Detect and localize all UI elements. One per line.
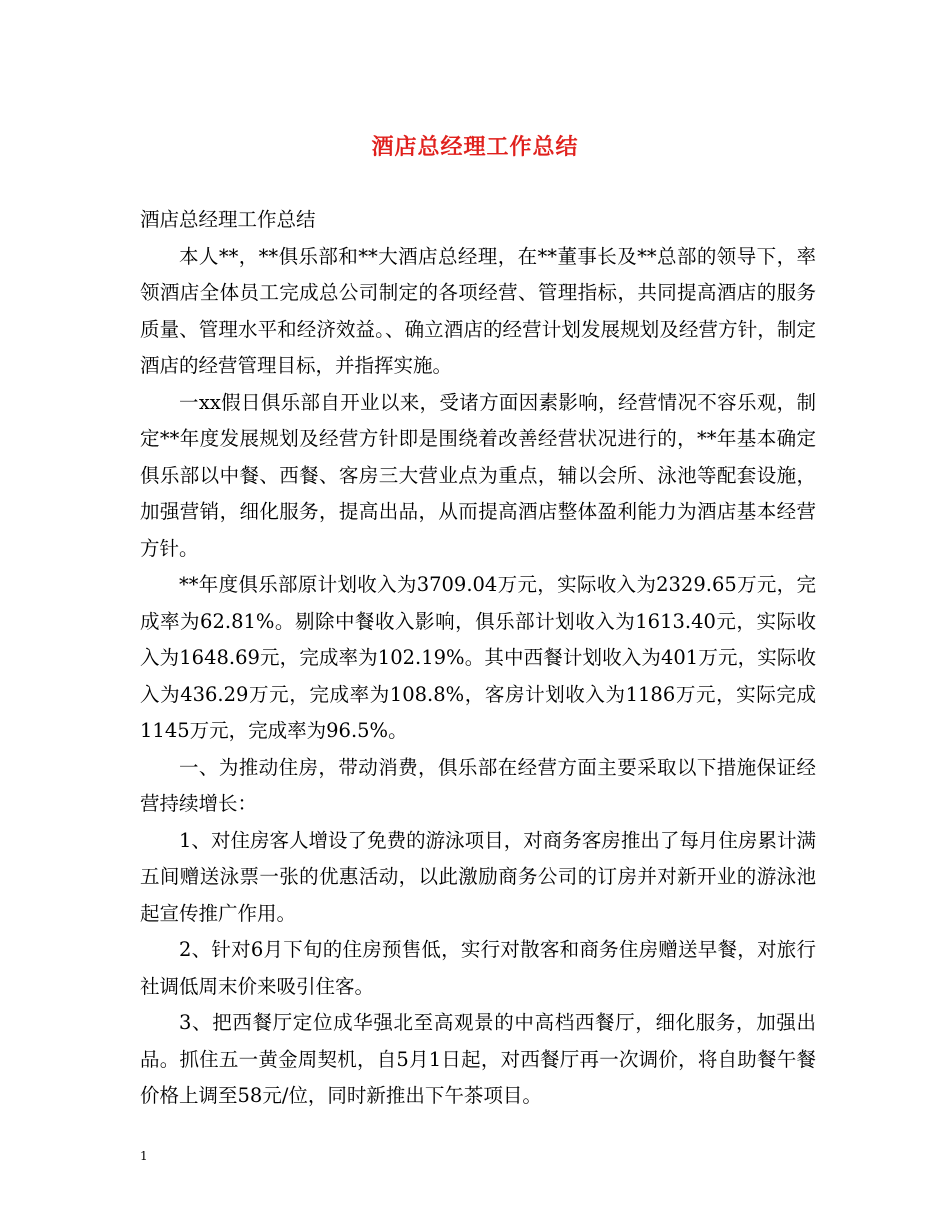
paragraph-measure-1: 1、对住房客人增设了免费的游泳项目，对商务客房推出了每月住房累计满五间赠送泳票一张的优惠活动，以此激励商务公司的订房并对新开业的游泳池起宣传推广作用。 [140,828,816,925]
document-title: 酒店总经理工作总结 [371,134,579,160]
document-body [140,202,816,1115]
paragraph-intro: 本人**，**俱乐部和**大酒店总经理，在**董事长及**总部的领导下，率领酒店全体员工完成总公司制定的各项经营、管理指标，共同提高酒店的服务质量、管理水平和经济效益。、确立酒店的经营计划发展规划及经营方针，制定酒店的经营管理目标，并指挥实施。 [140,244,816,377]
body-heading: 酒店总经理工作总结 [140,208,316,231]
paragraph-measures-heading: 一、为推动住房，带动消费，俱乐部在经营方面主要采取以下措施保证经营持续增长： [140,755,816,815]
page-number: 1 [140,1149,148,1163]
paragraph-strategy: 一xx假日俱乐部自开业以来，受诸方面因素影响，经营情况不容乐观，制定**年度发展规划及经营方针即是围绕着改善经营状况进行的，**年基本确定俱乐部以中餐、西餐、客房三大营业点为重点，辅以会所、泳池等配套设施，加强营销，细化服务，提高出品，从而提高酒店整体盈利能力为酒店基本经营方针。 [140,390,816,560]
paragraph-measure-3: 3、把西餐厅定位成华强北至高观景的中高档西餐厅，细化服务，加强出品。抓住五一黄金周契机，自5月1日起，对西餐厅再一次调价，将自助餐午餐价格上调至58元/位，同时新推出下午茶项目。 [140,1011,816,1107]
paragraph-revenue: **年度俱乐部原计划收入为3709.04万元，实际收入为2329.65万元，完成率为62.81%。剔除中餐收入影响，俱乐部计划收入为1613.40元，实际收入为1648.69元，完成率为102.19%。其中西餐计划收入为401万元，实际收入为436.29万元，完成率为108.8%，客房计划收入为1186万元，实际完成1145万元，完成率为96.5%。 [140,573,816,742]
paragraph-measure-2: 2、针对6月下旬的住房预售低，实行对散客和商务住房赠送早餐，对旅行社调低周末价来吸引住客。 [140,938,816,998]
